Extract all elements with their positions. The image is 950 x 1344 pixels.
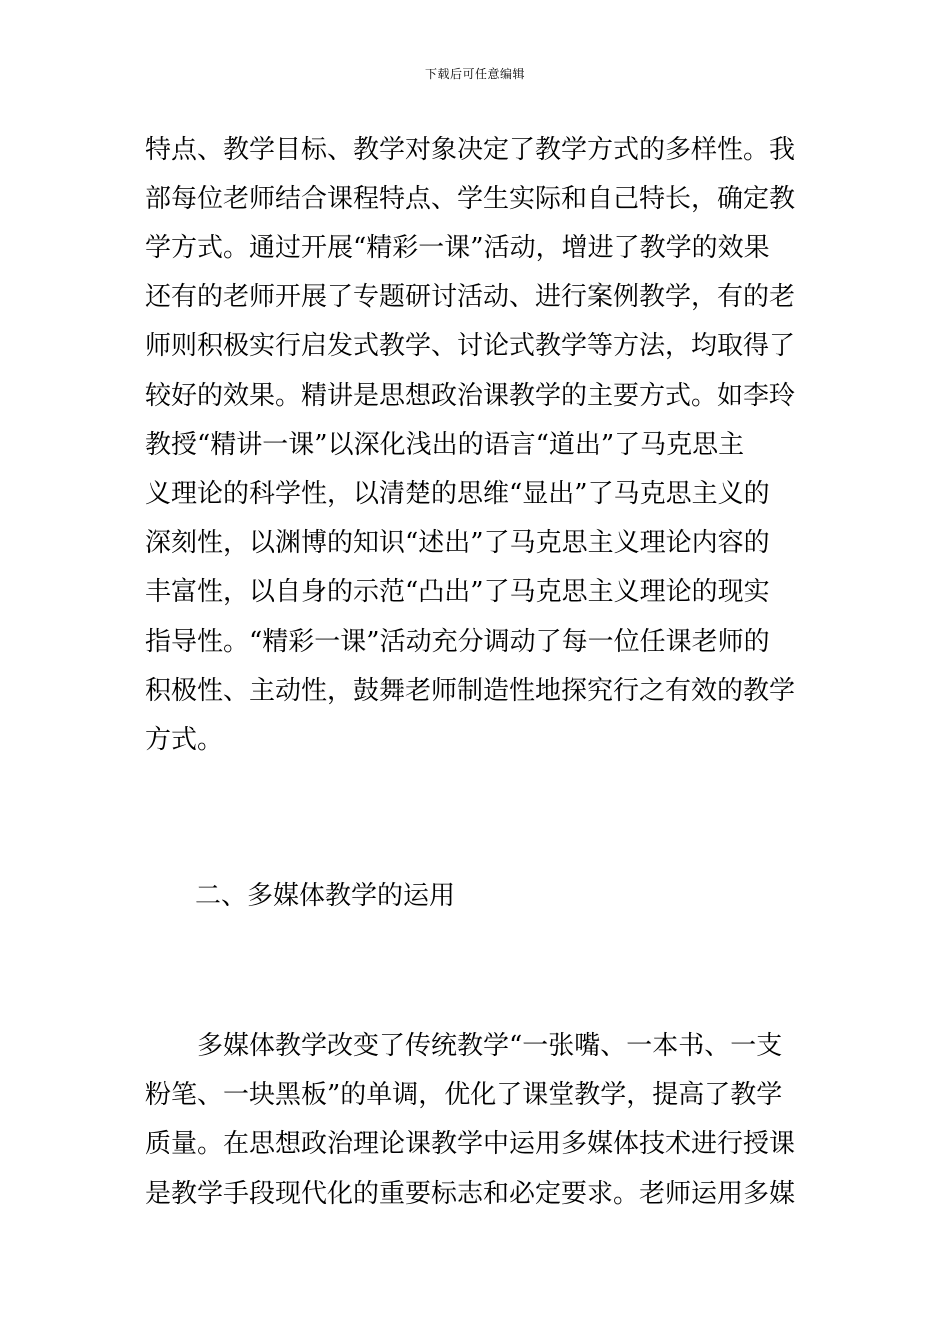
paragraph-line: 指导性。“精彩一课”活动充分调动了每一位任课老师的 [145,627,770,657]
paragraph-line: 积极性、主动性，鼓舞老师制造性地探究行之有效的教学 [145,676,796,706]
paragraph-line: 师则积极实行启发式教学、讨论式教学等方法，均取得了 [145,331,796,361]
paragraph-line: 义理论的科学性，以清楚的思维“显出”了马克思主义的 [145,479,770,509]
paragraph-line: 是教学手段现代化的重要标志和必定要求。老师运用多媒 [145,1179,796,1209]
paragraph-line: 较好的效果。精讲是思想政治课教学的主要方式。如李玲 [145,381,796,411]
paragraph-line: 多媒体教学改变了传统教学“一张嘴、一本书、一支 [197,1031,783,1061]
paragraph-line: 深刻性，以渊博的知识“述出”了马克思主义理论内容的 [145,528,770,558]
paragraph-line: 粉笔、一块黑板”的单调，优化了课堂教学，提高了教学 [145,1080,783,1110]
paragraph-line: 部每位老师结合课程特点、学生实际和自己特长，确定教 [145,184,796,214]
section-heading: 二、多媒体教学的运用 [195,881,456,911]
paragraph-line: 丰富性，以自身的示范“凸出”了马克思主义理论的现实 [145,577,770,607]
paragraph-line: 特点、教学目标、教学对象决定了教学方式的多样性。我 [145,135,796,165]
paragraph-line: 教授“精讲一课”以深化浅出的语言“道出”了马克思主 [145,430,745,460]
page-header: 下载后可任意编辑 [424,67,525,81]
paragraph-line: 还有的老师开展了专题研讨活动、进行案例教学，有的老 [145,282,796,312]
paragraph-line: 质量。在思想政治理论课教学中运用多媒体技术进行授课 [145,1129,796,1159]
paragraph-line: 学方式。通过开展“精彩一课”活动，增进了教学的效果 [145,233,770,263]
paragraph-line: 方式。 [145,725,224,755]
